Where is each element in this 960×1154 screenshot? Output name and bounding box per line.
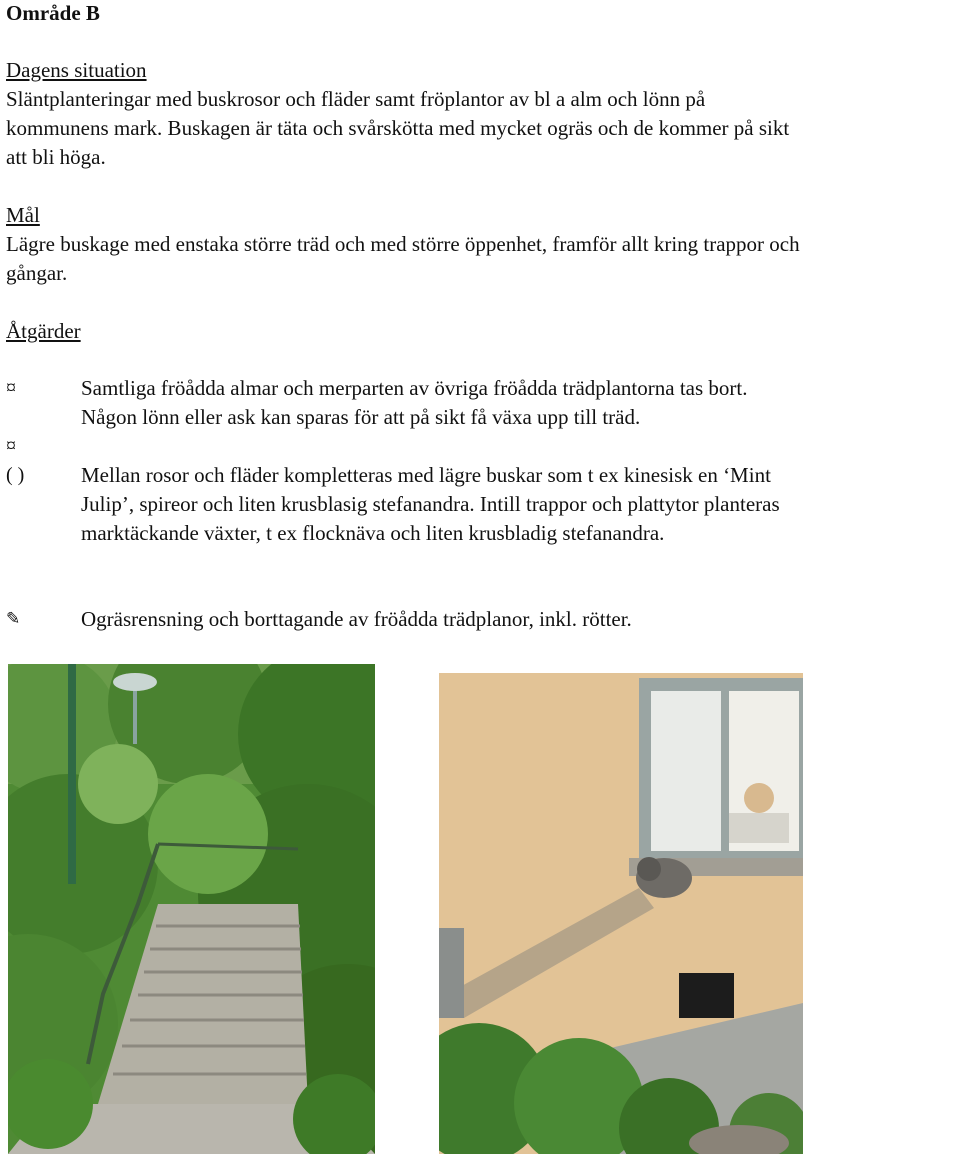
dagens-line-1: Släntplanteringar med buskrosor och fläder samt fröplantor av bl a alm och lönn på [6,87,706,111]
action-item-3: Ogräsrensning och borttagande av fröådda trädplanor, inkl. rötter. [81,607,632,631]
mal-line-2: gångar. [6,261,68,285]
bullet-marker-1: ¤ [6,377,16,399]
action-item-1-line-2: Någon lönn eller ask kan sparas för att på sikt få växa upp till träd. [81,405,641,429]
photo-window-cat [439,673,803,1154]
section-heading-dagens: Dagens situation [6,58,147,82]
section-heading-mal: Mål [6,203,40,227]
bullet-marker-2: ¤ [6,435,16,457]
dagens-line-3: att bli höga. [6,145,106,169]
page-title: Område B [6,1,100,25]
action-item-1-line-1: Samtliga fröådda almar och merparten av övriga fröådda trädplantorna tas bort. [81,376,748,400]
action-item-2-line-3: marktäckande växter, t ex flocknäva och liten krusbladig stefanandra. [81,521,665,545]
section-heading-atgarder: Åtgärder [6,319,81,343]
bullet-marker-3: ( ) [6,464,25,486]
action-item-2-line-2: Julip’, spireor och liten krusblasig stefanandra. Intill trappor och plattytor planteras [81,492,780,516]
action-item-2-line-1: Mellan rosor och fläder kompletteras med lägre buskar som t ex kinesisk en ‘Mint [81,463,771,487]
dagens-line-2: kommunens mark. Buskagen är täta och svårskötta med mycket ogräs och de kommer på sikt [6,116,790,140]
photo-stairs [8,664,375,1154]
mal-line-1: Lägre buskage med enstaka större träd och med större öppenhet, framför allt kring trappor och [6,232,800,256]
pencil-icon: ✎ [6,609,21,629]
